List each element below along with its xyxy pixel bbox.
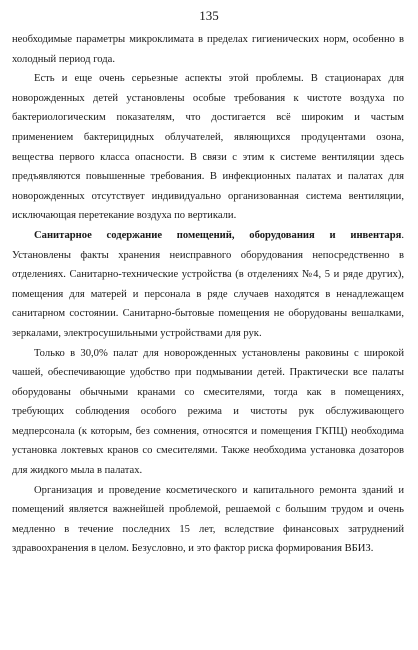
page-number: 135 xyxy=(199,8,219,23)
paragraph-text: Есть и еще очень серьезные аспекты этой проблемы. В стационарах для новорожденных детей установлены особые требования к чистоте воздуха по бактериологическим показателям, что достигается всё широким и частым применением бактерицидных облучателей, являющихся продуцентами озона, вещества первого класса опасности. В связи с этим к системе вентиляции здесь предъявляются повышенные требования. В инфекционных палатах и палатах для новорожденных отсутствует индивидуально организованная система вентиляции, исключающая перетекание воздуха по вертикали. xyxy=(12,73,404,222)
paragraph xyxy=(12,30,404,69)
paragraph-text: Организация и проведение косметического и капитального ремонта зданий и помещений является важнейшей проблемой, решаемой с большим трудом и очень медленно в течение последних 15 лет, вследствие финансовых затруднений здравоохранения в целом. Безусловно, и это фактор риска формирования ВБИЗ. xyxy=(12,484,404,555)
paragraph xyxy=(12,344,404,481)
document-body xyxy=(12,30,404,559)
paragraph xyxy=(12,481,404,559)
paragraph-text: Только в 30,0% палат для новорожденных установлены раковины с широкой чашей, обеспечивающие удобство при подмывании детей. Практически все палаты оборудованы обычными кранами со смесителями, тогда как в помещениях, требующих соблюдения особого режима и чистоты рук обслуживающего медперсонала (к которым, без сомнения, относятся и помещения ГКПЦ) необходима установка локтевых кранов со смесителями. Также необходима установка дозаторов для жидкого мыла в палатах. xyxy=(12,347,404,477)
section-heading: Санитарное содержание помещений, оборудования и инвентаря xyxy=(34,229,402,241)
paragraph xyxy=(12,226,404,344)
paragraph-text: необходимые параметры микроклимата в пределах гигиенических норм, особенно в холодный период года. xyxy=(12,34,404,65)
paragraph-text: . Установлены факты хранения неисправного оборудования непосредственно в отделениях. Санитарно-технические устройства (в отделениях №4, 5 и ряде других), помещения для матерей и персонала в ряде случаев находятся в ненадлежащем санитарном состоянии. Санитарно-бытовые помещения не оборудованы вешалками, зеркалами, электросушильными устройствами для рук. xyxy=(12,229,404,339)
paragraph xyxy=(12,69,404,226)
